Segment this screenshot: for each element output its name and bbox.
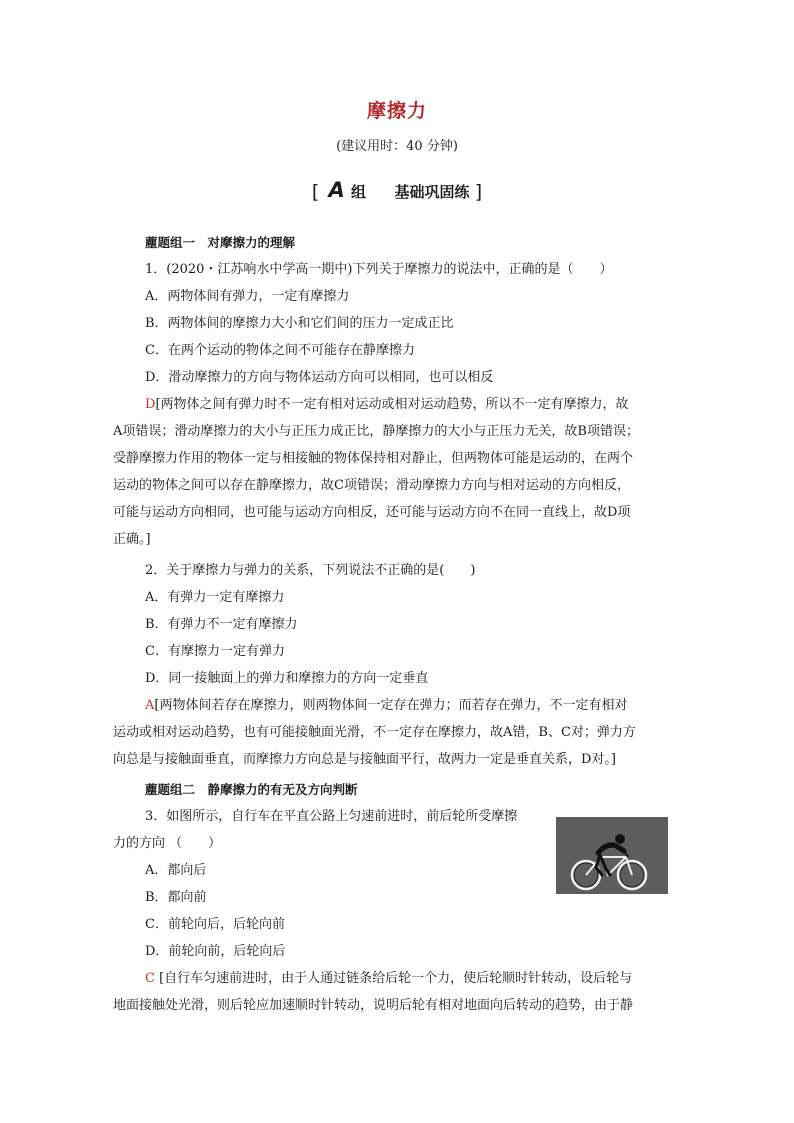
question-3-option-b: B．都向前 [145, 890, 207, 905]
heading-close-bracket: ] [474, 181, 483, 203]
question-2-answer-key: A [145, 698, 155, 713]
question-3-option-d: D．前轮向前，后轮向后 [145, 944, 286, 959]
question-1-option-c: C．在两个运动的物体之间不可能存在静摩擦力 [145, 343, 415, 358]
section-heading-1: 薼题组一 对摩擦力的理解 [145, 235, 296, 250]
question-1-explanation-line: 可能与运动方向相同，也可能与运动方向相反，还可能与运动方向不在同一直线上，故D项 [113, 505, 631, 520]
question-1-explanation-line: 正确。] [113, 532, 151, 547]
question-2-option-a: A．有弹力一定有摩擦力 [145, 590, 285, 605]
heading-open-bracket: [ [311, 181, 320, 203]
question-1-explanation-line: 运动的物体之间可以存在静摩擦力，故C项错误；滑动摩擦力方向与相对运动的方向相反， [113, 478, 630, 493]
question-2-option-b: B．有弹力不一定有摩擦力 [145, 617, 298, 632]
page-title: 摩擦力 [366, 100, 427, 122]
question-1-stem: 1．(2020・江苏响水中学高一期中)下列关于摩擦力的说法中，正确的是（ ） [145, 262, 613, 277]
question-3-option-c: C．前轮向后，后轮向前 [145, 917, 285, 932]
question-2-explanation-line: A[两物体间若存在摩擦力，则两物体间一定存在弹力；而若存在弹力，不一定有相对 [145, 698, 628, 713]
group-heading [0, 178, 794, 203]
question-3-stem: 3．如图所示，自行车在平直公路上匀速前进时，前后轮所受摩擦 [145, 809, 518, 824]
heading-group-label: 组 [351, 183, 367, 201]
question-2-option-c: C．有摩擦力一定有弹力 [145, 644, 285, 659]
question-1-explanation-line: A项错误；滑动摩擦力的大小与正压力成正比，静摩擦力的大小与正压力无关，故B项错误； [113, 424, 639, 439]
question-2-stem: 2．关于摩擦力与弹力的关系，下列说法不正确的是( ) [145, 563, 476, 578]
heading-group-letter: A [328, 178, 345, 202]
section-heading-2: 薼题组二 静摩擦力的有无及方向判断 [145, 782, 358, 797]
question-2-explanation-line: 运动或相对运动趋势，也有可能接触面光滑，不一定存在摩擦力，故A错，B、C对；弹力方 [113, 725, 636, 740]
heading-group-name: 基础巩固练 [394, 183, 470, 201]
question-3-option-a: A．都向后 [145, 863, 207, 878]
question-1-option-a: A．两物体间有弹力，一定有摩擦力 [145, 289, 350, 304]
bicycle-rider-photo [556, 817, 668, 894]
suggested-time: (建议用时：40 分钟) [336, 139, 458, 154]
question-1-answer-key: D [145, 397, 156, 412]
question-1-explanation-line: 受静摩擦力作用的物体一定与相接触的物体保持相对静止，但两物体可能是运动的，在两个 [113, 451, 634, 466]
question-1-option-d: D．滑动摩擦力的方向与物体运动方向可以相同，也可以相反 [145, 370, 494, 385]
question-1-explanation-line: D[两物体之间有弹力时不一定有相对运动或相对运动趋势，所以不一定有摩擦力，故 [145, 397, 629, 412]
question-2-option-d: D．同一接触面上的弹力和摩擦力的方向一定垂直 [145, 671, 429, 686]
question-3-explanation-line: C [自行车匀速前进时，由于人通过链条给后轮一个力，使后轮顺时针转动，设后轮与 [145, 971, 633, 986]
bicycle-icon [556, 817, 668, 894]
question-1-option-b: B．两物体间的摩擦力大小和它们间的压力一定成正比 [145, 316, 454, 331]
question-3-stem: 力的方向 （ ） [113, 836, 222, 851]
question-3-explanation-line: 地面接触处光滑，则后轮应加速顺时针转动，说明后轮有相对地面向后转动的趋势，由于静 [113, 998, 634, 1013]
question-2-explanation-line: 向总是与接触面垂直，而摩擦力方向总是与接触面平行，故两力一定是垂直关系，D对。] [113, 752, 616, 767]
question-3-answer-key: C [145, 971, 155, 986]
